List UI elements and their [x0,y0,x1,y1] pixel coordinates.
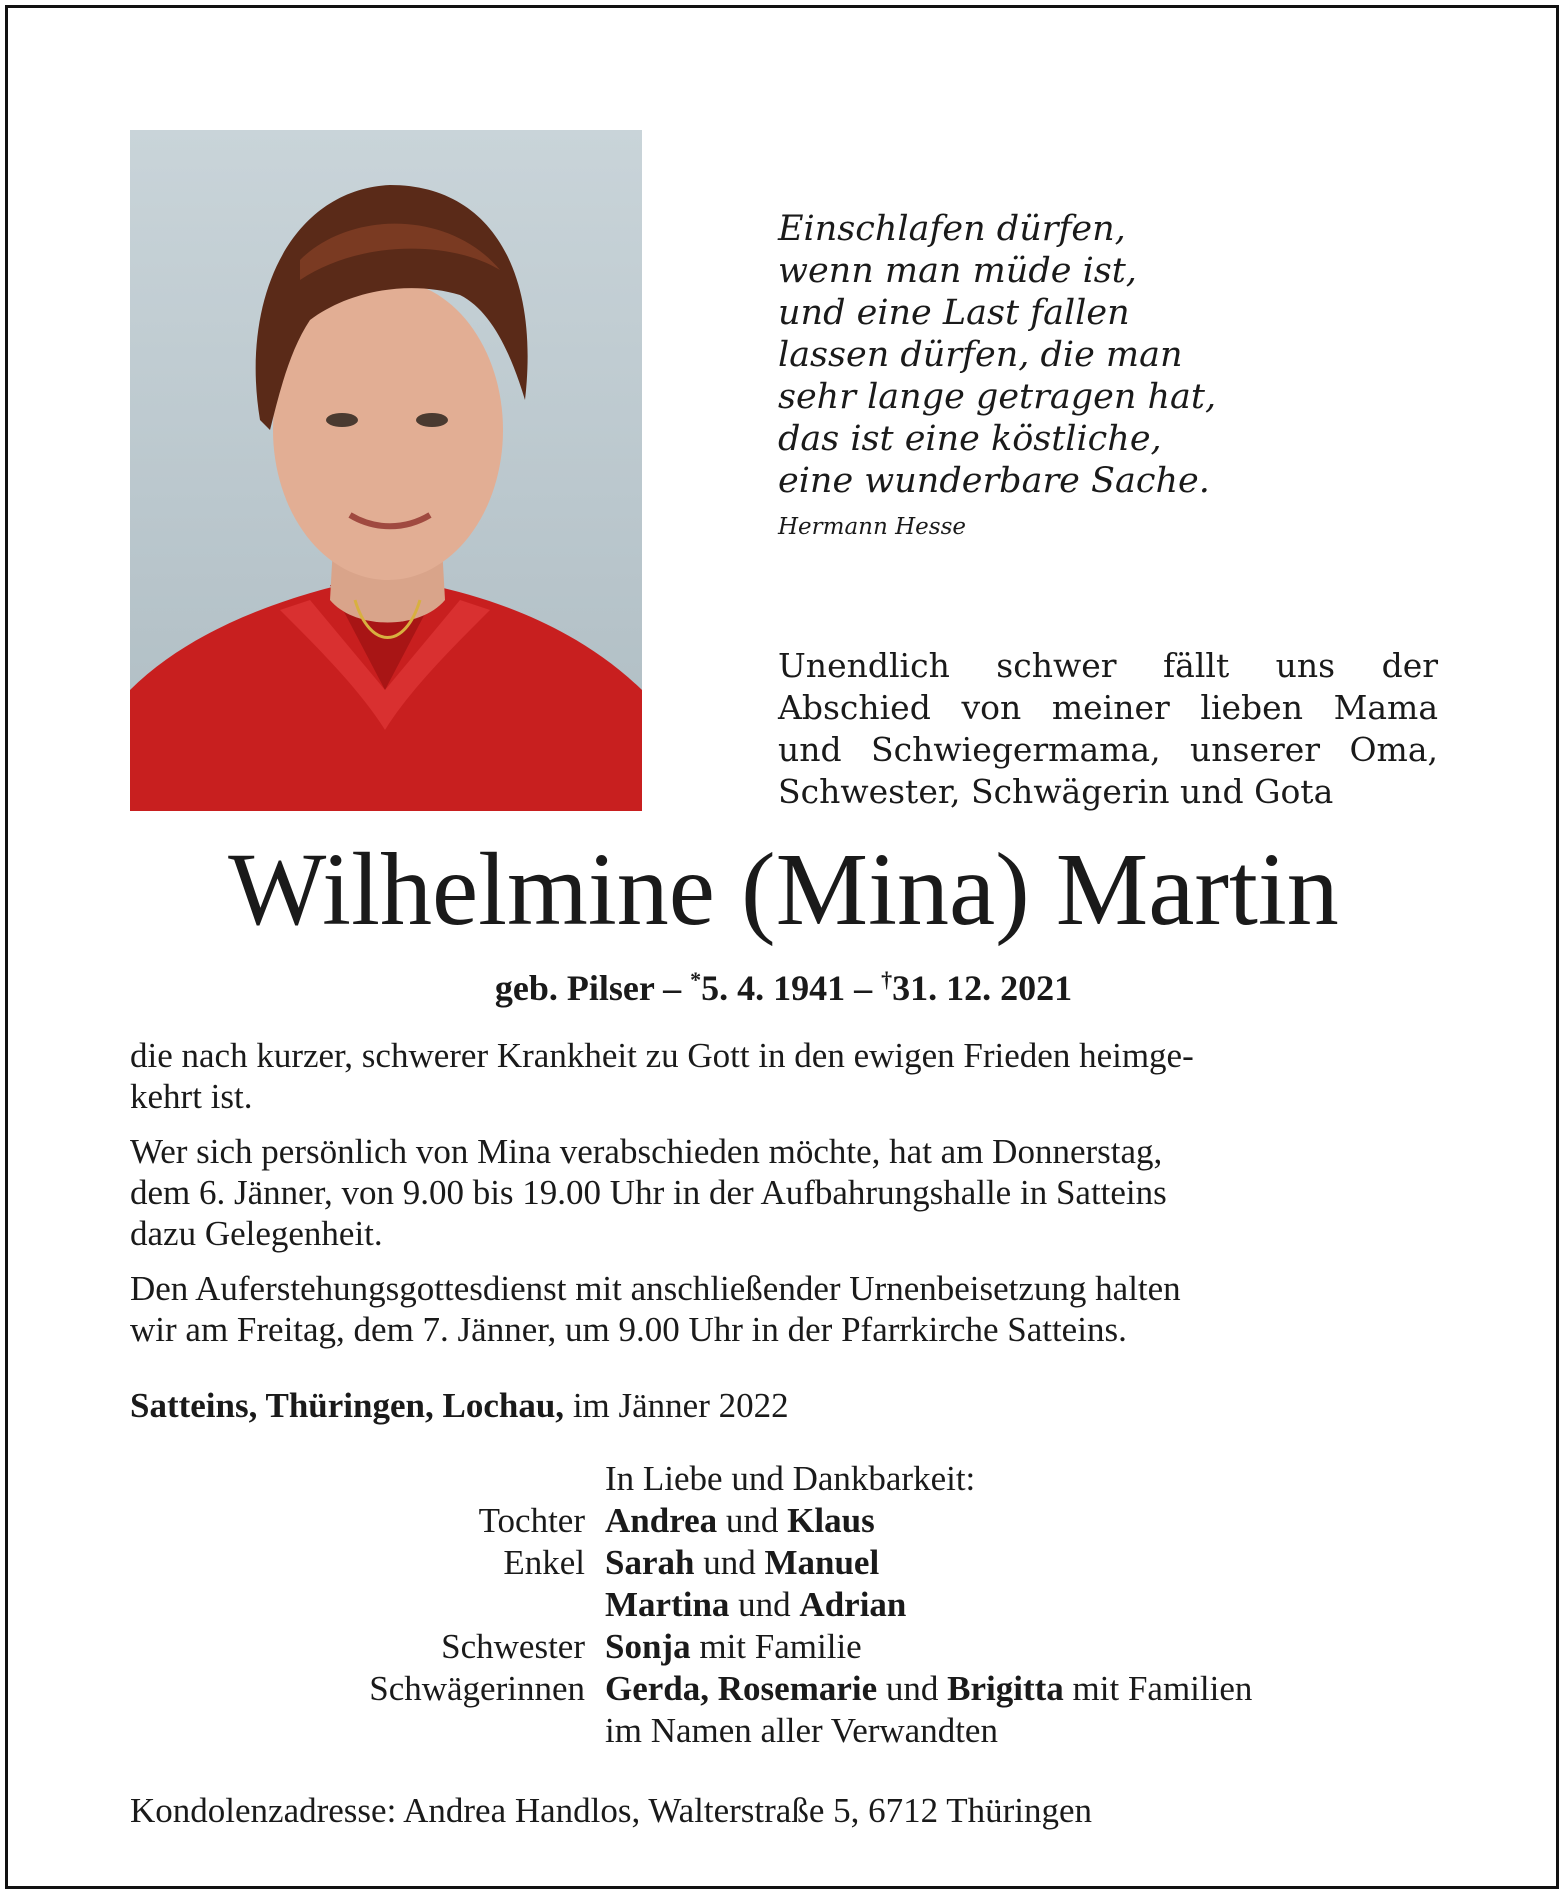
member-name: Andrea [605,1501,718,1540]
paragraph [130,1131,1440,1254]
poem-line: eine wunderbare Sache. [778,461,1210,501]
intro-line: und Schwiegermama, unserer Oma, [778,730,1438,769]
place-date [130,1385,789,1426]
connector-text: und [694,1543,765,1582]
deceased-name: Wilhelmine (Mina) Martin [228,832,1339,947]
poem-line: und eine Last fallen [778,293,1130,333]
poem-line: lassen dürfen, die man [778,335,1183,375]
condolence-address: Kondolenzadresse: Andrea Handlos, Walterstraße 5, 6712 Thüringen [130,1791,1093,1830]
connector-text: mit Familien [1063,1669,1253,1708]
portrait-photo [130,130,642,811]
body-line: Wer sich persönlich von Mina verabschieden möchte, hat am Donnerstag, [130,1132,1163,1171]
towns: Satteins, Thüringen, Lochau, [130,1386,565,1425]
intro-line: Abschied von meiner lieben Mama [778,688,1438,727]
family-role [130,1584,605,1626]
family-row [130,1668,1450,1710]
connector-text: und [717,1501,788,1540]
body-line: kehrt ist. [130,1077,253,1116]
body-line: die nach kurzer, schwerer Krankheit zu Gott in den ewigen Frieden heimge- [130,1036,1194,1075]
connector-text: mit Familie [690,1627,862,1666]
poem-line: das ist eine köstliche, [778,419,1162,459]
family-list [130,1458,1450,1752]
poem-author: Hermann Hesse [778,514,967,540]
family-heading: In Liebe und Dankbarkeit: [605,1459,976,1498]
family-row [130,1710,1450,1752]
intro-line: Unendlich schwer fällt uns der [778,646,1438,685]
family-members [605,1710,998,1752]
family-role: Tochter [478,1501,585,1540]
paragraph [130,1268,1440,1350]
death-mark: † [881,967,893,992]
connector-text: und [729,1585,800,1624]
member-name: Martina [605,1585,730,1624]
birth-mark: * [690,967,702,992]
connector-text: und [877,1669,948,1708]
family-members [605,1542,879,1584]
family-row [130,1626,1450,1668]
member-name: Sonja [605,1627,691,1666]
poem-line: sehr lange getragen hat, [778,377,1217,417]
separator: – [854,968,873,1008]
family-role [130,1710,605,1752]
family-role: Schwester [441,1627,585,1666]
family-heading-row [130,1458,1450,1500]
intro-text [778,645,1438,813]
issue-date: im Jänner 2022 [572,1386,789,1425]
born-name: geb. Pilser [494,968,655,1008]
family-members [605,1584,906,1626]
poem [778,208,1298,542]
body-line: wir am Freitag, dem 7. Jänner, um 9.00 Uhr in der Pfarrkirche Satteins. [130,1310,1127,1349]
poem-line: Einschlafen dürfen, [778,209,1126,249]
life-dates [0,958,1567,1010]
body-line: Den Auferstehungsgottesdienst mit anschließender Urnenbeisetzung halten [130,1269,1181,1308]
member-name: Adrian [799,1585,907,1624]
family-members [605,1626,862,1668]
connector-text: im Namen aller Verwandten [605,1711,998,1750]
death-date: 31. 12. 2021 [892,968,1073,1008]
member-name: Brigitta [947,1669,1064,1708]
family-members [605,1668,1252,1710]
body-line: dazu Gelegenheit. [130,1214,383,1253]
body-line: dem 6. Jänner, von 9.00 bis 19.00 Uhr in der Aufbahrungshalle in Satteins [130,1173,1167,1212]
birth-date: 5. 4. 1941 [701,968,846,1008]
poem-line: wenn man müde ist, [778,251,1137,291]
member-name: Gerda, Rosemarie [605,1669,878,1708]
member-name: Sarah [605,1543,695,1582]
member-name: Manuel [764,1543,880,1582]
paragraph [130,1035,1440,1117]
intro-line: Schwester, Schwägerin und Gota [778,772,1334,811]
separator: – [663,968,682,1008]
family-members [605,1500,875,1542]
announcement-body [130,1035,1440,1364]
family-row [130,1584,1450,1626]
family-row [130,1500,1450,1542]
family-role: Enkel [503,1543,585,1582]
family-row [130,1542,1450,1584]
member-name: Klaus [787,1501,875,1540]
family-role: Schwägerinnen [369,1669,585,1708]
